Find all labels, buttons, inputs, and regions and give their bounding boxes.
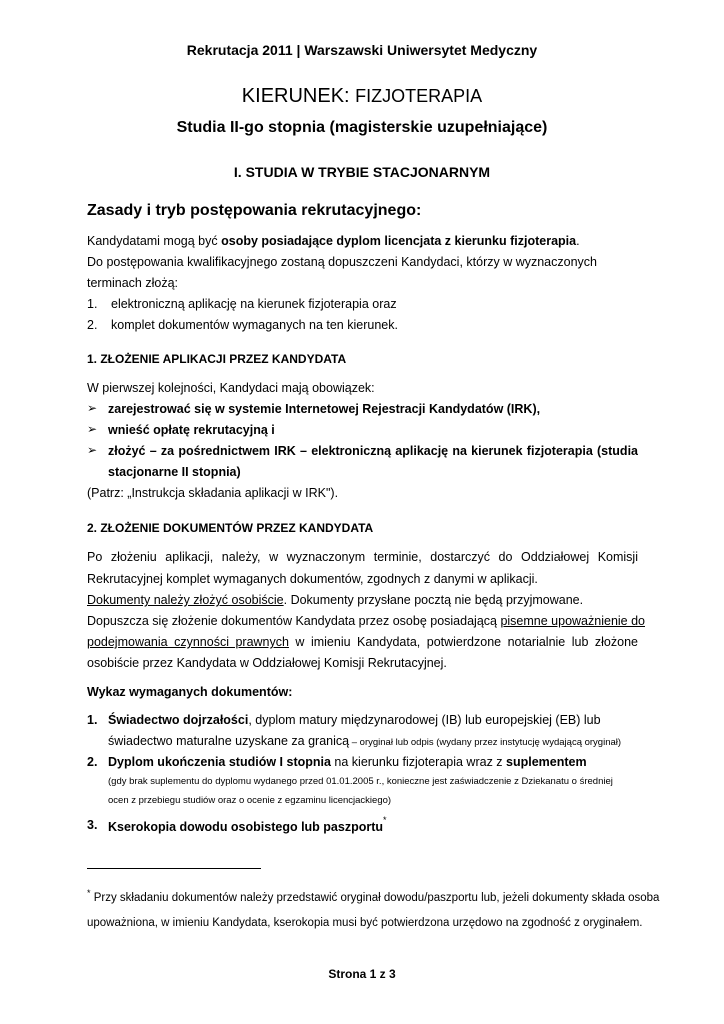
section-2-para-3-end: osobiście przez Kandydata w Oddziałowej Komisji Rekrutacyjnej.	[87, 656, 447, 670]
title-name: FIZJOTERAPIA	[355, 86, 483, 106]
documents-heading: Wykaz wymaganych dokumentów:	[87, 685, 293, 699]
doc-num: 2.	[87, 755, 98, 769]
doc-text: , dyplom matury międzynarodowej (IB) lub europejskiej (EB) lub	[248, 713, 601, 727]
doc-2-note-2: ocen z przebiegu studiów oraz o ocenie z egzaminu licencjackiego)	[108, 795, 392, 806]
rules-heading: Zasady i tryb postępowania rekrutacyjnego:	[87, 202, 422, 219]
intro-dot: .	[576, 234, 580, 248]
footnote-line-2: upoważniona, w imieniu Kandydata, kserokopia musi być potwierdzona urzędowo na zgodność z oryginałem.	[87, 917, 643, 929]
section-1-bullet-2: wnieść opłatę rekrutacyjną i	[108, 423, 275, 437]
section-1-bullet-3: złożyć – za pośrednictwem IRK – elektroniczną aplikację na kierunek fizjoterapia (studia	[108, 444, 638, 458]
intro-line-2: Do postępowania kwalifikacyjnego zostaną dopuszczeni Kandydaci, którzy w wyznaczonych	[87, 255, 597, 269]
intro-line-3: terminach złożą:	[87, 276, 179, 290]
doc-text: na kierunku fizjoterapia wraz z	[330, 755, 507, 769]
arrow-bullet-icon: ➢	[87, 443, 98, 457]
page-title	[0, 85, 724, 108]
arrow-bullet-icon: ➢	[87, 422, 98, 436]
doc-num: 3.	[87, 818, 98, 832]
para-text: Dopuszcza się złożenie dokumentów Kandydata przez osobę posiadającą	[87, 614, 501, 628]
doc-bold: Kserokopia dowodu osobistego lub paszportu	[108, 820, 384, 835]
intro-bold: osoby posiadające dyplom licencjata z kierunku fizjoterapia	[221, 234, 577, 248]
page-number: Strona 1 z 3	[328, 967, 396, 981]
underlined-text: pisemne upoważnienie do	[500, 614, 645, 628]
arrow-bullet-icon: ➢	[87, 401, 98, 415]
doc-num: 1.	[87, 713, 98, 727]
underlined-text: Dokumenty należy złożyć osobiście	[87, 593, 284, 607]
intro-text: Kandydatami mogą być	[87, 234, 222, 248]
intro-list-item	[87, 318, 398, 332]
doc-bold: suplementem	[506, 755, 587, 769]
page-subtitle: Studia II-go stopnia (magisterskie uzupełniające)	[176, 119, 548, 136]
footnote-mark: *	[383, 815, 387, 825]
section-1-lead: W pierwszej kolejności, Kandydaci mają obowiązek:	[87, 381, 375, 395]
section-2-para-1: Po złożeniu aplikacji, należy, w wyznaczonym terminie, dostarczyć do Oddziałowej Komisji	[87, 550, 638, 564]
list-text: komplet dokumentów wymaganych na ten kierunek.	[111, 318, 398, 332]
list-num: 1.	[87, 297, 98, 311]
section-2-para-3	[87, 614, 645, 628]
intro-line-1	[87, 234, 580, 248]
doc-small: – oryginał lub odpis (wydany przez instytucję wydającą oryginał)	[349, 737, 622, 748]
footnote-separator	[87, 868, 261, 869]
para-text: w imieniu Kandydata, potwierdzone notarialnie lub złożone	[288, 635, 638, 649]
doc-2-line-1	[108, 755, 587, 769]
doc-2-note-1: (gdy brak suplementu do dyplomu wydanego przed 01.01.2005 r., konieczne jest zaświadczenie z Dziekanatu o średniej	[108, 776, 613, 787]
section-1-note: (Patrz: „Instrukcja składania aplikacji w IRK").	[87, 486, 339, 500]
section-2-heading: 2. ZŁOŻENIE DOKUMENTÓW PRZEZ KANDYDATA	[87, 521, 374, 535]
section-2-para-2	[87, 593, 583, 607]
para-text: . Dokumenty przysłane pocztą nie będą przyjmowane.	[283, 593, 584, 607]
title-prefix: KIERUNEK:	[241, 85, 350, 107]
footnote-line-1	[87, 888, 659, 904]
list-num: 2.	[87, 318, 98, 332]
doc-1-line-1	[108, 713, 601, 727]
section-1-heading: 1. ZŁOŻENIE APLIKACJI PRZEZ KANDYDATA	[87, 352, 347, 366]
doc-1-line-2	[108, 734, 621, 748]
page-header: Rekrutacja 2011 | Warszawski Uniwersytet Medyczny	[186, 42, 538, 58]
study-mode-heading: I. STUDIA W TRYBIE STACJONARNYM	[233, 164, 491, 180]
intro-list-item	[87, 297, 397, 311]
section-2-para-1-cont: Rekrutacyjnej komplet wymaganych dokumentów, zgodnych z danymi w aplikacji.	[87, 572, 538, 586]
doc-bold: Dyplom ukończenia studiów I stopnia	[108, 755, 331, 769]
footnote-mark: *	[87, 888, 91, 898]
section-2-para-3-cont	[87, 635, 638, 649]
footnote-text: Przy składaniu dokumentów należy przedstawić oryginał dowodu/paszportu lub, jeżeli dokumenty składa osoba	[90, 891, 660, 904]
doc-3-line	[108, 815, 387, 835]
doc-bold: Świadectwo dojrzałości	[108, 713, 249, 727]
section-1-bullet-1: zarejestrować się w systemie Internetowej Rejestracji Kandydatów (IRK),	[108, 402, 541, 416]
doc-text: świadectwo maturalne uzyskane za granicą	[108, 734, 350, 748]
section-1-bullet-3-cont: stacjonarne II stopnia)	[108, 465, 241, 479]
underlined-text: podejmowania czynności prawnych	[87, 635, 289, 649]
list-text: elektroniczną aplikację na kierunek fizjoterapia oraz	[111, 297, 397, 311]
